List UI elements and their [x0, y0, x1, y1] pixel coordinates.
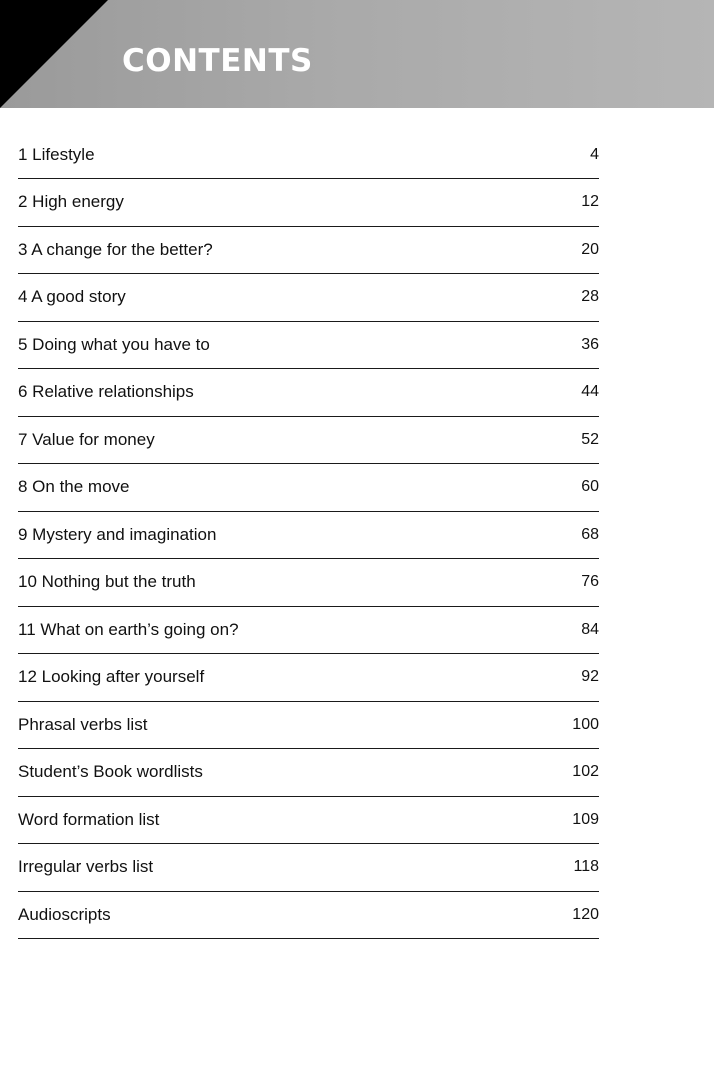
toc-entry[interactable]: [18, 750, 599, 796]
toc-entry-page: 36: [581, 335, 599, 353]
header-corner-triangle: [0, 0, 108, 108]
toc-entry-label: Phrasal verbs list: [18, 714, 148, 734]
toc-entry[interactable]: [18, 228, 599, 274]
toc-entry[interactable]: [18, 893, 599, 939]
toc-entry-page: 84: [581, 620, 599, 638]
toc-entry-label: 8 On the move: [18, 477, 130, 497]
table-of-contents: [18, 133, 599, 940]
toc-entry-label: 9 Mystery and imagination: [18, 524, 217, 544]
toc-entry[interactable]: [18, 465, 599, 511]
page-title: CONTENTS: [122, 43, 313, 79]
toc-entry-page: 44: [581, 383, 599, 401]
toc-entry-label: Irregular verbs list: [18, 857, 154, 877]
toc-entry[interactable]: [18, 560, 599, 606]
toc-entry-label: 6 Relative relationships: [18, 382, 194, 402]
toc-entry-label: 1 Lifestyle: [18, 145, 95, 164]
toc-entry-page: 76: [581, 573, 599, 591]
toc-entry-label: 4 A good story: [18, 287, 126, 307]
toc-entry-page: 4: [590, 146, 599, 163]
toc-entry[interactable]: [18, 418, 599, 464]
toc-entry-page: 28: [581, 288, 599, 306]
toc-entry-page: 60: [581, 478, 599, 496]
toc-entry[interactable]: [18, 798, 599, 844]
toc-entry[interactable]: [18, 180, 599, 226]
toc-entry-page: 100: [572, 715, 599, 733]
toc-entry-page: 102: [572, 763, 599, 781]
toc-entry-label: 5 Doing what you have to: [18, 334, 210, 354]
toc-entry-label: Audioscripts: [18, 904, 111, 924]
toc-entry[interactable]: [18, 845, 599, 891]
toc-entry-label: Word formation list: [18, 809, 160, 829]
toc-entry-page: 20: [581, 240, 599, 258]
toc-entry-label: Student’s Book wordlists: [18, 762, 203, 782]
toc-entry[interactable]: [18, 370, 599, 416]
toc-entry[interactable]: [18, 703, 599, 749]
toc-entry-label: 12 Looking after yourself: [18, 667, 205, 687]
toc-entry[interactable]: [18, 655, 599, 701]
toc-entry-page: 120: [572, 905, 599, 923]
toc-entry-label: 11 What on earth’s going on?: [18, 619, 239, 639]
toc-entry[interactable]: [18, 608, 599, 654]
toc-entry-label: 10 Nothing but the truth: [18, 572, 196, 592]
toc-entry-page: 68: [581, 525, 599, 543]
toc-entry-page: 109: [572, 810, 599, 828]
toc-entry-page: 12: [581, 193, 599, 211]
toc-entry-label: 2 High energy: [18, 192, 124, 212]
toc-entry-page: 52: [581, 430, 599, 448]
toc-entry[interactable]: [18, 133, 599, 179]
toc-entry[interactable]: [18, 513, 599, 559]
toc-entry-page: 92: [581, 668, 599, 686]
toc-entry-page: 118: [573, 858, 599, 876]
toc-entry-label: 3 A change for the better?: [18, 239, 213, 259]
toc-entry[interactable]: [18, 323, 599, 369]
toc-entry-label: 7 Value for money: [18, 429, 155, 449]
toc-entry[interactable]: [18, 275, 599, 321]
